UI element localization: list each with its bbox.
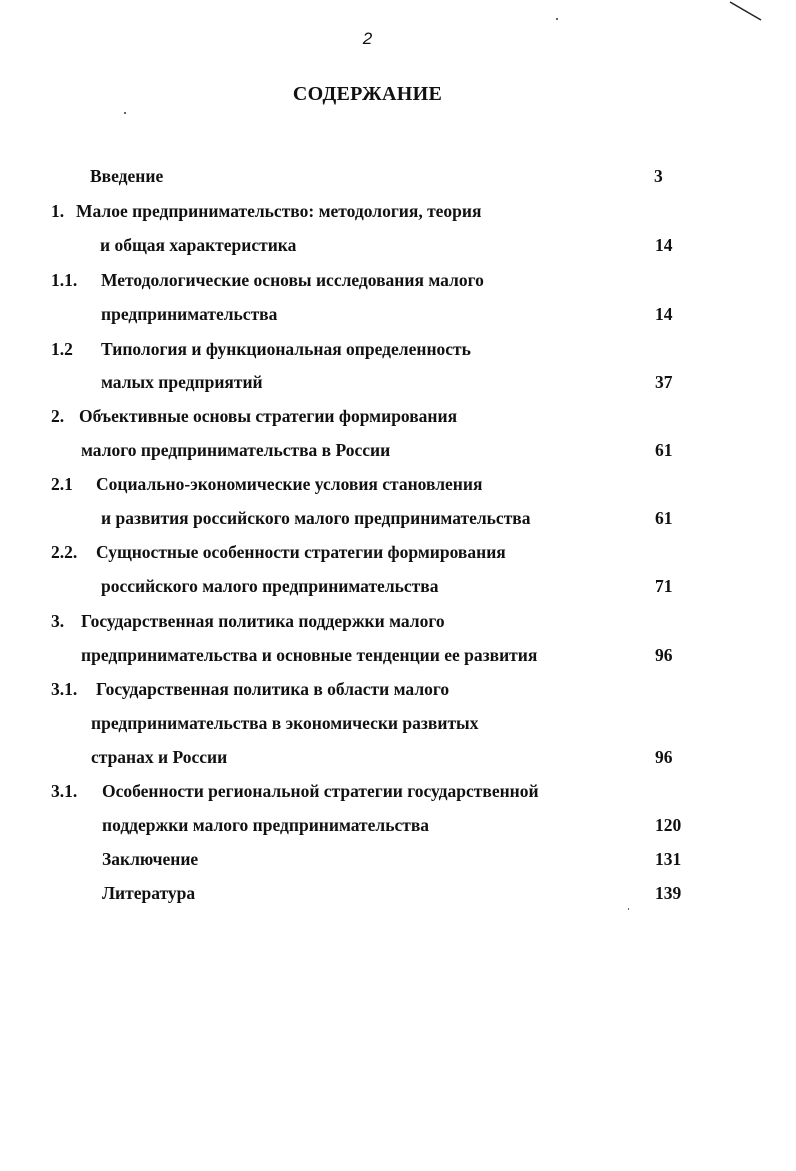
toc-entry-s3-1-line1 xyxy=(0,677,796,701)
toc-entry-ch1-line2 xyxy=(0,233,796,257)
toc-entry-text: предпринимательства и основные тенденции ее развития xyxy=(81,645,538,665)
toc-entry-text: малого предпринимательства в России xyxy=(81,440,391,460)
toc-entry-s1-1-line2 xyxy=(0,302,796,326)
toc-entry-page: 71 xyxy=(655,576,673,596)
toc-entry-page: 61 xyxy=(655,440,673,460)
toc-entry-s3-1b-line2 xyxy=(0,813,796,837)
page-title: СОДЕРЖАНИЕ xyxy=(292,83,443,105)
toc-entry-page: 96 xyxy=(655,747,673,767)
toc-entry-s3-1-line3 xyxy=(0,745,796,769)
scan-scratch-mark xyxy=(728,0,768,26)
toc-entry-number: 2.2. xyxy=(51,542,78,562)
toc-entry-text: поддержки малого предпринимательства xyxy=(102,815,430,835)
toc-entry-text: Заключение xyxy=(102,849,199,869)
toc-entry-text: Объективные основы стратегии формирования xyxy=(79,406,458,426)
toc-entry-number: 2. xyxy=(51,406,65,426)
toc-entry-number: 2.1 xyxy=(51,474,73,494)
toc-entry-ch1-line1 xyxy=(0,199,796,223)
toc-entry-text: Типология и функциональная определенность xyxy=(101,339,471,359)
page-number: 2 xyxy=(362,29,373,48)
toc-entry-text: Литература xyxy=(102,883,196,903)
toc-entry-page: 37 xyxy=(655,372,673,392)
toc-entry-text: предпринимательства в экономически развитых xyxy=(91,713,479,733)
toc-entry-number: 1.2 xyxy=(51,339,73,359)
toc-entry-s1-1-line1 xyxy=(0,268,796,292)
toc-entry-text: Введение xyxy=(90,166,164,186)
toc-entry-conclusion xyxy=(0,847,796,871)
toc-entry-text: Социально-экономические условия становления xyxy=(96,474,483,494)
scan-speck xyxy=(124,112,126,114)
toc-entry-page: 3 xyxy=(654,166,663,186)
toc-entry-ch2-line1 xyxy=(0,404,796,428)
toc-entry-s1-2-line1 xyxy=(0,337,796,361)
toc-entry-number: 3.1. xyxy=(51,679,78,699)
toc-entry-page: 131 xyxy=(655,849,682,869)
toc-entry-text: малых предприятий xyxy=(101,372,263,392)
toc-entry-text: и развития российского малого предпринимательства xyxy=(101,508,531,528)
toc-entry-page: 120 xyxy=(655,815,682,835)
toc-entry-page: 139 xyxy=(655,883,682,903)
toc-entry-text: Методологические основы исследования малого xyxy=(101,270,484,290)
toc-entry-text: странах и России xyxy=(91,747,228,767)
toc-entry-text: и общая характеристика xyxy=(100,235,297,255)
toc-entry-text: Особенности региональной стратегии государственной xyxy=(102,781,539,801)
toc-entry-number: 3. xyxy=(51,611,65,631)
scan-speck xyxy=(556,18,558,20)
toc-entry-number: 1.1. xyxy=(51,270,78,290)
toc-entry-text: Государственная политика поддержки малого xyxy=(81,611,445,631)
toc-entry-text: российского малого предпринимательства xyxy=(101,576,439,596)
toc-entry-ch2-line2 xyxy=(0,438,796,462)
scan-speck xyxy=(628,908,629,910)
toc-entry-s3-1b-line1 xyxy=(0,779,796,803)
toc-entry-number: 3.1. xyxy=(51,781,78,801)
toc-entry-page: 14 xyxy=(655,304,673,324)
toc-entry-page: 14 xyxy=(655,235,673,255)
toc-entry-ch3-line2 xyxy=(0,643,796,667)
toc-entry-s2-1-line2 xyxy=(0,506,796,530)
toc-entry-text: Сущностные особенности стратегии формирования xyxy=(96,542,506,562)
toc-entry-s2-2-line2 xyxy=(0,574,796,598)
toc-entry-s3-1-line2 xyxy=(0,711,796,735)
toc-entry-text: Малое предпринимательство: методология, теория xyxy=(76,201,482,221)
toc-entry-text: Государственная политика в области малого xyxy=(96,679,450,699)
toc-entry-page: 96 xyxy=(655,645,673,665)
toc-entry-page: 61 xyxy=(655,508,673,528)
toc-entry-number: 1. xyxy=(51,201,65,221)
toc-entry-ch3-line1 xyxy=(0,609,796,633)
toc-entry-s1-2-line2 xyxy=(0,370,796,394)
toc-entry-literature xyxy=(0,881,796,905)
toc-entry-intro xyxy=(0,164,796,188)
toc-entry-s2-1-line1 xyxy=(0,472,796,496)
toc-entry-s2-2-line1 xyxy=(0,540,796,564)
toc-entry-text: предпринимательства xyxy=(101,304,278,324)
